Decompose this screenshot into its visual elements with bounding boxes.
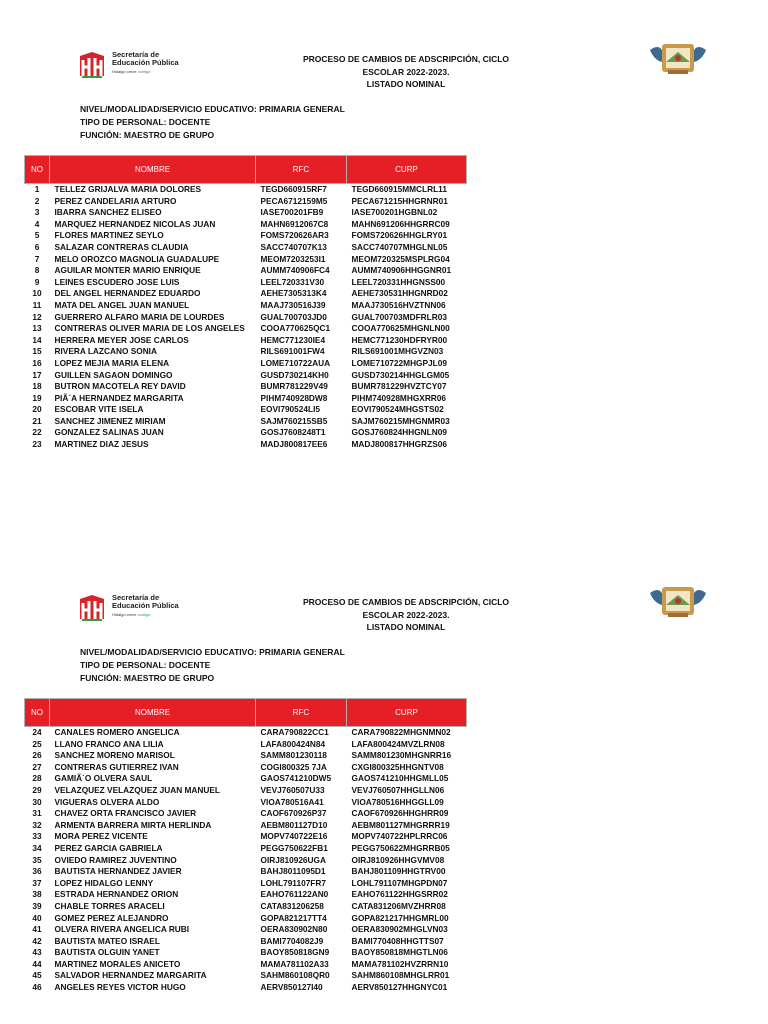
row-rfc: GAOS741210DW5 — [260, 773, 332, 784]
row-number: 21 — [32, 415, 42, 426]
table-row — [25, 727, 467, 739]
title-line-2: ESCOLAR 2022-2023. — [362, 609, 450, 620]
sep-h-logo-icon — [78, 50, 106, 78]
row-curp: EAHO761122HHGSRR02 — [351, 889, 448, 900]
table-row — [25, 808, 467, 820]
sep-logo — [78, 591, 198, 625]
row-rfc: MAAJ730516J39 — [260, 299, 326, 310]
row-number: 26 — [32, 750, 42, 761]
row-rfc: BAMI7704082J9 — [260, 935, 324, 946]
row-nombre: LLANO FRANCO ANA LILIA — [54, 738, 164, 749]
nominal-table — [24, 698, 467, 994]
row-nombre: PEREZ GARCIA GABRIELA — [54, 842, 163, 853]
row-rfc: AEBM801127D10 — [260, 819, 328, 830]
row-rfc: GUAL700703JD0 — [260, 311, 327, 322]
row-nombre: CANALES ROMERO ANGELICA — [54, 727, 180, 737]
document-title — [276, 596, 536, 634]
row-number: 9 — [34, 276, 40, 287]
row-curp: AERV850127HHGNYC01 — [351, 982, 448, 993]
title-line-1: PROCESO DE CAMBIOS DE ADSCRIPCIÓN, CICLO — [302, 54, 510, 64]
row-curp: MOPV740722HPLRRC06 — [351, 831, 448, 842]
row-nombre: BAUTISTA OLGUIN YANET — [54, 947, 160, 958]
row-rfc: GOPA821217TT4 — [260, 912, 327, 923]
table-row — [25, 913, 467, 925]
nivel-label: NIVEL/MODALIDAD/SERVICIO EDUCATIVO: PRIMARIA GENERAL — [80, 647, 345, 657]
state-crest — [648, 585, 708, 629]
table-row — [25, 889, 467, 901]
row-number: 2 — [34, 195, 40, 206]
row-rfc: COGI800325 7JA — [260, 761, 327, 772]
row-nombre: BUTRON MACOTELA REY DAVID — [54, 381, 186, 392]
table-row — [25, 797, 467, 809]
row-number: 36 — [32, 866, 42, 877]
col-curp: CURP — [347, 699, 467, 727]
row-number: 1 — [34, 184, 40, 194]
col-nombre: NOMBRE — [50, 156, 256, 184]
row-number: 31 — [32, 808, 42, 819]
row-curp: GOSJ760824HHGNLN09 — [351, 427, 447, 438]
row-number: 33 — [32, 831, 42, 842]
table-row — [25, 924, 467, 936]
row-nombre: GUERRERO ALFARO MARIA DE LOURDES — [54, 311, 225, 322]
row-rfc: CARA790822CC1 — [260, 727, 329, 737]
row-curp: SAJM760215MHGNMR03 — [351, 415, 450, 426]
row-rfc: PECA6712159M5 — [260, 195, 328, 206]
row-nombre: DEL ANGEL HERNANDEZ EDUARDO — [54, 288, 201, 299]
row-rfc: SAJM760215SB5 — [260, 415, 328, 426]
nivel-label: NIVEL/MODALIDAD/SERVICIO EDUCATIVO: PRIMARIA GENERAL — [80, 104, 345, 114]
row-curp: GOPA821217HHGMRL00 — [351, 912, 449, 923]
row-number: 34 — [32, 842, 42, 853]
row-curp: PECA671215HHGRNR01 — [351, 195, 448, 206]
table-row — [25, 959, 467, 971]
row-nombre: LOPEZ MEJIA MARIA ELENA — [54, 357, 170, 368]
table-row — [25, 855, 467, 867]
row-rfc: LEEL720331V30 — [260, 276, 325, 287]
table-row — [25, 393, 467, 405]
row-nombre: SANCHEZ MORENO MARISOL — [54, 750, 175, 761]
row-curp: IASE700201HGBNL02 — [351, 207, 438, 218]
row-number: 14 — [32, 334, 42, 345]
row-rfc: MAHN6912067C8 — [260, 218, 329, 229]
row-nombre: SALVADOR HERNANDEZ MARGARITA — [54, 970, 207, 981]
row-curp: LOHL791107MHGPDN07 — [351, 877, 448, 888]
row-rfc: AUMM740906FC4 — [260, 265, 330, 276]
table-row — [25, 831, 467, 843]
logo-line-1: Secretaría de — [112, 593, 160, 602]
logo-line-1: Secretaría de — [112, 50, 160, 59]
table-row — [25, 335, 467, 347]
row-curp: HEMC771230HDFRYR00 — [351, 334, 448, 345]
row-number: 24 — [32, 727, 42, 737]
table-row — [25, 207, 467, 219]
row-rfc: GUSD730214KH0 — [260, 369, 329, 380]
row-curp: PIHM740928MHGXRR06 — [351, 392, 447, 403]
row-number: 35 — [32, 854, 42, 865]
row-rfc: VIOA780516A41 — [260, 796, 324, 807]
row-rfc: GOSJ7608248T1 — [260, 427, 326, 438]
document-meta — [80, 646, 345, 685]
row-nombre: CONTRERAS OLIVER MARIA DE LOS ANGELES — [54, 323, 245, 334]
row-curp: GAOS741210HHGMLL05 — [351, 773, 449, 784]
table-row — [25, 404, 467, 416]
row-nombre: GUILLEN SAGAON DOMINGO — [54, 369, 173, 380]
row-nombre: BAUTISTA MATEO ISRAEL — [54, 935, 160, 946]
row-rfc: CATA831206258 — [260, 900, 324, 911]
table-row — [25, 762, 467, 774]
row-curp: LAFA800424MVZLRN08 — [351, 738, 445, 749]
table-header — [25, 156, 467, 184]
row-curp: RILS691001MHGVZN03 — [351, 346, 444, 357]
row-nombre: ESCOBAR VITE ISELA — [54, 404, 144, 415]
row-rfc: FOMS720626AR3 — [260, 230, 329, 241]
row-number: 29 — [32, 784, 42, 795]
row-nombre: PEREZ CANDELARIA ARTURO — [54, 195, 177, 206]
row-rfc: MADJ800817EE6 — [260, 439, 328, 450]
row-curp: GUSD730214HHGLGM05 — [351, 369, 450, 380]
row-number: 43 — [32, 947, 42, 958]
table-row — [25, 230, 467, 242]
row-curp: VIOA780516HHGGLL09 — [351, 796, 444, 807]
row-nombre: MELO OROZCO MAGNOLIA GUADALUPE — [54, 253, 220, 264]
row-nombre: GAMIÃ´O OLVERA SAUL — [54, 773, 153, 784]
row-curp: CATA831206MVZHRR08 — [351, 900, 446, 911]
row-curp: OERA830902MHGLVN03 — [351, 924, 448, 935]
table-row — [25, 878, 467, 890]
row-rfc: MAMA781102A33 — [260, 958, 329, 969]
table-row — [25, 277, 467, 289]
sep-logo — [78, 48, 198, 82]
table-row — [25, 370, 467, 382]
row-nombre: FLORES MARTINEZ SEYLO — [54, 230, 164, 241]
title-line-1: PROCESO DE CAMBIOS DE ADSCRIPCIÓN, CICLO — [302, 597, 510, 607]
table-row — [25, 970, 467, 982]
row-nombre: BAUTISTA HERNANDEZ JAVIER — [54, 866, 182, 877]
crest-emblem-icon — [648, 42, 708, 76]
row-rfc: HEMC771230IE4 — [260, 334, 326, 345]
row-number: 39 — [32, 900, 42, 911]
row-rfc: SACC740707K13 — [260, 241, 327, 252]
funcion-label: FUNCIÓN: MAESTRO DE GRUPO — [80, 130, 215, 140]
col-rfc: RFC — [256, 699, 347, 727]
row-curp: TEGD660915MMCLRL11 — [351, 184, 447, 194]
row-rfc: AERV850127I40 — [260, 982, 323, 993]
row-nombre: SANCHEZ JIMENEZ MIRIAM — [54, 415, 166, 426]
table-row — [25, 427, 467, 439]
row-rfc: LOME710722AUA — [260, 357, 331, 368]
table-row — [25, 947, 467, 959]
row-number: 16 — [32, 357, 42, 368]
col-nombre: NOMBRE — [50, 699, 256, 727]
row-nombre: CHABLE TORRES ARACELI — [54, 900, 165, 911]
logo-tagline-a: Hidalgo crece — [112, 612, 137, 617]
row-nombre: MORA PEREZ VICENTE — [54, 831, 148, 842]
row-nombre: AGUILAR MONTER MARIO ENRIQUE — [54, 265, 201, 276]
row-curp: CAOF670926HHGHRR09 — [351, 808, 449, 819]
row-number: 3 — [34, 207, 40, 218]
row-number: 45 — [32, 970, 42, 981]
row-curp: MAMA781102HVZRRN10 — [351, 958, 449, 969]
title-line-2: ESCOLAR 2022-2023. — [362, 66, 450, 77]
state-crest — [648, 42, 708, 86]
nominal-table — [24, 155, 467, 451]
row-rfc: SAMM801230118 — [260, 750, 327, 761]
row-rfc: PIHM740928DW8 — [260, 392, 328, 403]
row-nombre: CHAVEZ ORTA FRANCISCO JAVIER — [54, 808, 197, 819]
row-nombre: MARQUEZ HERNANDEZ NICOLAS JUAN — [54, 218, 216, 229]
row-curp: SAHM860108MHGLRR01 — [351, 970, 450, 981]
row-rfc: EOVI790524LI5 — [260, 404, 321, 415]
table-row — [25, 358, 467, 370]
row-rfc: EAHO761122AN0 — [260, 889, 329, 900]
table-row — [25, 242, 467, 254]
row-rfc: TEGD660915RF7 — [260, 184, 327, 194]
row-number: 32 — [32, 819, 42, 830]
table-body — [25, 727, 467, 994]
row-rfc: CAOF670926P37 — [260, 808, 327, 819]
row-rfc: VEVJ760507U33 — [260, 784, 325, 795]
row-nombre: ANGELES REYES VICTOR HUGO — [54, 982, 186, 993]
table-row — [25, 982, 467, 994]
row-number: 40 — [32, 912, 42, 923]
row-nombre: HERRERA MEYER JOSE CARLOS — [54, 334, 189, 345]
table-row — [25, 323, 467, 335]
table-row — [25, 300, 467, 312]
row-number: 8 — [34, 265, 40, 276]
row-curp: BAMI770408HHGTTS07 — [351, 935, 444, 946]
table-row — [25, 184, 467, 196]
row-curp: AEHE730531HHGNRD02 — [351, 288, 448, 299]
table-row — [25, 346, 467, 358]
row-rfc: AEHE7305313K4 — [260, 288, 327, 299]
row-rfc: SAHM860108QR0 — [260, 970, 330, 981]
row-nombre: MATA DEL ANGEL JUAN MANUEL — [54, 299, 190, 310]
row-number: 30 — [32, 796, 42, 807]
row-curp: GUAL700703MDFRLR03 — [351, 311, 447, 322]
row-curp: COOA770625MHGNLN00 — [351, 323, 450, 334]
table-row — [25, 265, 467, 277]
row-nombre: GOMEZ PEREZ ALEJANDRO — [54, 912, 169, 923]
row-nombre: MARTINEZ MORALES ANICETO — [54, 958, 181, 969]
table-body — [25, 184, 467, 451]
row-curp: CARA790822MHGNMN02 — [351, 727, 451, 737]
table-row — [25, 219, 467, 231]
row-number: 23 — [32, 439, 42, 450]
row-number: 37 — [32, 877, 42, 888]
document-meta — [80, 103, 345, 142]
row-rfc: MOPV740722E16 — [260, 831, 328, 842]
row-number: 15 — [32, 346, 42, 357]
document-title — [276, 53, 536, 91]
row-curp: MAHN691206HHGRRC09 — [351, 218, 450, 229]
row-curp: MAAJ730516HVZTNN06 — [351, 299, 446, 310]
row-curp: MADJ800817HHGRZS06 — [351, 439, 447, 450]
row-number: 12 — [32, 311, 42, 322]
table-row — [25, 196, 467, 208]
row-nombre: ARMENTA BARRERA MIRTA HERLINDA — [54, 819, 212, 830]
row-rfc: PEGG750622FB1 — [260, 842, 328, 853]
row-number: 20 — [32, 404, 42, 415]
row-number: 11 — [32, 299, 42, 310]
row-curp: LEEL720331HHGNSS00 — [351, 276, 446, 287]
row-nombre: SALAZAR CONTRERAS CLAUDIA — [54, 241, 189, 252]
row-nombre: ESTRADA HERNANDEZ ORION — [54, 889, 179, 900]
logo-line-2: Educación Pública — [112, 601, 179, 610]
row-rfc: OERA830902N80 — [260, 924, 328, 935]
row-curp: SAMM801230MHGNRR16 — [351, 750, 452, 761]
row-curp: OIRJ810926HHGVMV08 — [351, 854, 445, 865]
row-nombre: RIVERA LAZCANO SONIA — [54, 346, 157, 357]
row-number: 17 — [32, 369, 42, 380]
row-curp: VEVJ760507HHGLLN06 — [351, 784, 445, 795]
row-rfc: LAFA800424N84 — [260, 738, 326, 749]
row-nombre: GONZALEZ SALINAS JUAN — [54, 427, 164, 438]
row-curp: BUMR781229HVZTCY07 — [351, 381, 447, 392]
row-rfc: IASE700201FB9 — [260, 207, 324, 218]
row-number: 18 — [32, 381, 42, 392]
row-rfc: BAOY850818GN9 — [260, 947, 330, 958]
row-nombre: LOPEZ HIDALGO LENNY — [54, 877, 154, 888]
row-number: 38 — [32, 889, 42, 900]
row-curp: SACC740707MHGLNL05 — [351, 241, 448, 252]
row-curp: AEBM801127MHGRRR19 — [351, 819, 450, 830]
row-number: 5 — [34, 230, 40, 241]
row-nombre: MARTINEZ DIAZ JESUS — [54, 439, 149, 450]
table-row — [25, 739, 467, 751]
tipo-personal-label: TIPO DE PERSONAL: DOCENTE — [80, 660, 211, 670]
row-rfc: BUMR781229V49 — [260, 381, 328, 392]
table-row — [25, 288, 467, 300]
row-rfc: MEOM7203253I1 — [260, 253, 326, 264]
logo-tagline — [112, 612, 151, 617]
logo-tagline — [112, 69, 151, 74]
row-number: 41 — [32, 924, 42, 935]
col-no: NO — [25, 699, 50, 727]
col-curp: CURP — [347, 156, 467, 184]
crest-emblem-icon — [648, 585, 708, 619]
title-line-3: LISTADO NOMINAL — [366, 79, 446, 89]
table-row — [25, 416, 467, 428]
table-row — [25, 254, 467, 266]
table-row — [25, 866, 467, 878]
row-number: 28 — [32, 773, 42, 784]
row-curp: LOME710722MHGPJL09 — [351, 357, 447, 368]
row-number: 7 — [34, 253, 40, 264]
table-row — [25, 820, 467, 832]
row-nombre: OVIEDO RAMIREZ JUVENTINO — [54, 854, 177, 865]
table-row — [25, 381, 467, 393]
col-no: NO — [25, 156, 50, 184]
row-curp: BAOY850818MHGTLN06 — [351, 947, 448, 958]
row-number: 27 — [32, 761, 42, 772]
row-curp: PEGG750622MHGRRB05 — [351, 842, 450, 853]
row-nombre: CONTRERAS GUTIERREZ IVAN — [54, 761, 179, 772]
table-row — [25, 439, 467, 451]
table-row — [25, 936, 467, 948]
row-curp: AUMM740906HHGGNR01 — [351, 265, 452, 276]
title-line-3: LISTADO NOMINAL — [366, 622, 446, 632]
table-header — [25, 699, 467, 727]
table-row — [25, 312, 467, 324]
row-curp: BAHJ801109HHGTRV00 — [351, 866, 446, 877]
row-rfc: COOA770625QC1 — [260, 323, 331, 334]
row-nombre: VELAZQUEZ VELAZQUEZ JUAN MANUEL — [54, 784, 220, 795]
row-number: 19 — [32, 392, 42, 403]
row-number: 10 — [32, 288, 42, 299]
row-curp: FOMS720626HHGLRY01 — [351, 230, 448, 241]
row-nombre: OLVERA RIVERA ANGELICA RUBI — [54, 924, 190, 935]
row-nombre: PIÃ´A HERNANDEZ MARGARITA — [54, 392, 184, 403]
row-number: 13 — [32, 323, 42, 334]
table-row — [25, 750, 467, 762]
row-rfc: LOHL791107FR7 — [260, 877, 326, 888]
logo-tagline-b: contigo — [137, 69, 151, 74]
logo-tagline-a: Hidalgo crece — [112, 69, 137, 74]
row-nombre: VIGUERAS OLVERA ALDO — [54, 796, 160, 807]
row-number: 42 — [32, 935, 42, 946]
table-row — [25, 901, 467, 913]
table-row — [25, 773, 467, 785]
table-row — [25, 843, 467, 855]
logo-line-2: Educación Pública — [112, 58, 179, 67]
col-rfc: RFC — [256, 156, 347, 184]
row-curp: MEOM720325MSPLRG04 — [351, 253, 450, 264]
sep-h-logo-icon — [78, 593, 106, 621]
row-nombre: TELLEZ GRIJALVA MARIA DOLORES — [54, 184, 202, 194]
row-rfc: OIRJ810926UGA — [260, 854, 326, 865]
row-rfc: RILS691001FW4 — [260, 346, 325, 357]
row-number: 22 — [32, 427, 42, 438]
row-curp: EOVI790524MHGSTS02 — [351, 404, 444, 415]
row-number: 25 — [32, 738, 42, 749]
table-row — [25, 785, 467, 797]
row-number: 46 — [32, 982, 42, 993]
row-nombre: IBARRA SANCHEZ ELISEO — [54, 207, 162, 218]
row-number: 6 — [34, 241, 40, 252]
tipo-personal-label: TIPO DE PERSONAL: DOCENTE — [80, 117, 211, 127]
funcion-label: FUNCIÓN: MAESTRO DE GRUPO — [80, 673, 215, 683]
logo-tagline-b: contigo — [137, 612, 151, 617]
row-rfc: BAHJ8011095D1 — [260, 866, 326, 877]
row-curp: CXGI800325HHGNTV08 — [351, 761, 444, 772]
row-number: 4 — [34, 218, 40, 229]
row-number: 44 — [32, 958, 42, 969]
row-nombre: LEINES ESCUDERO JOSE LUIS — [54, 276, 180, 287]
